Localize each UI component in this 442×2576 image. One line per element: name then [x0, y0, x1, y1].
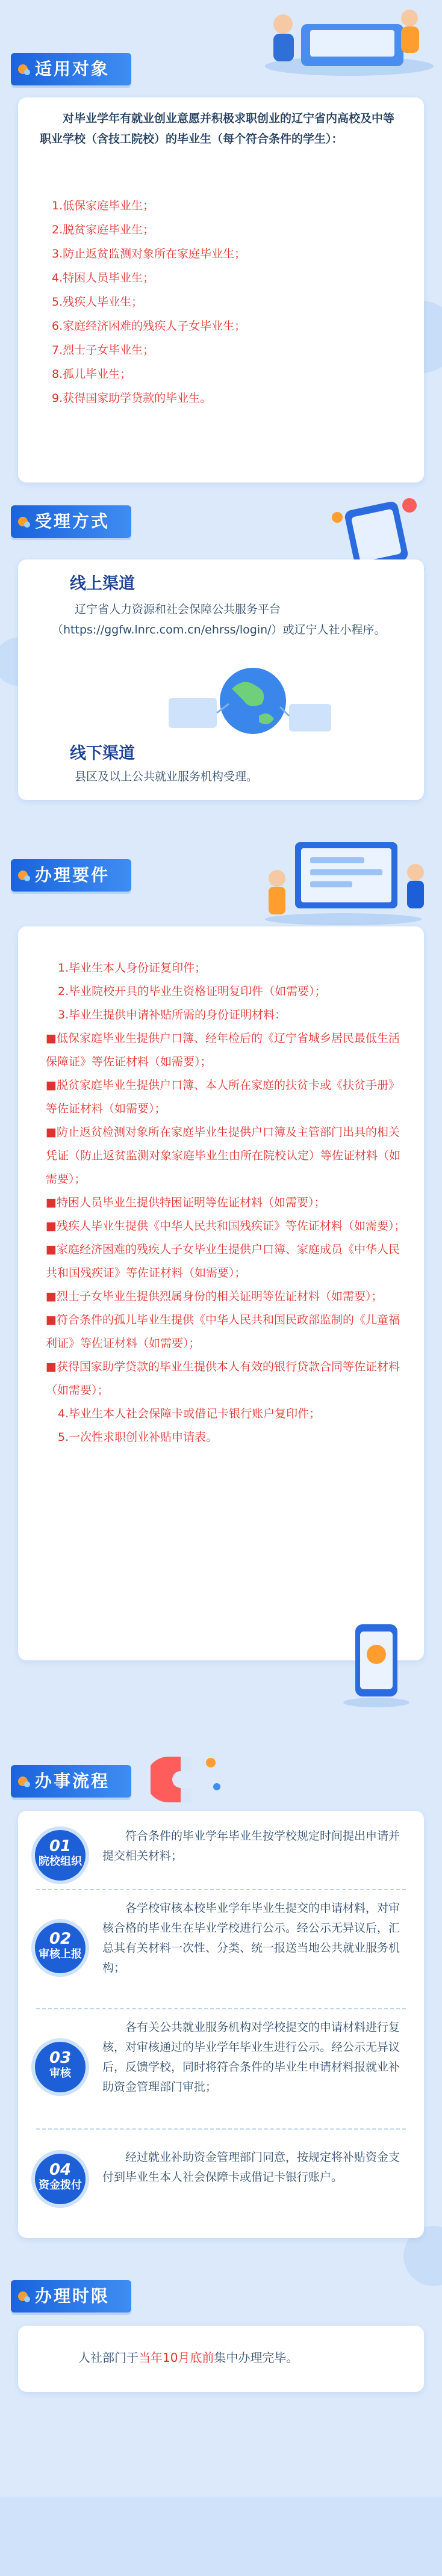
step-label: 院校组织 [39, 1855, 82, 1868]
people-illustration [229, 0, 434, 78]
list-item: ■脱贫家庭毕业生提供户口簿、本人所在家庭的扶贫卡或《扶贫手册》等佐证材料（如需要）； [46, 1079, 400, 1115]
section-applicable [0, 0, 442, 517]
decor-dot [24, 1781, 30, 1787]
step-label: 审核 [49, 2067, 71, 2080]
section-title-applicable [11, 53, 131, 85]
section-title-text: 办事流程 [35, 1771, 110, 1791]
list-item: 5.一次性求职创业补贴申请表。 [58, 1431, 218, 1444]
list-item: 6.家庭经济困难的残疾人子女毕业生； [52, 319, 246, 333]
time-text [54, 2347, 403, 2368]
time-highlight: 当年10月底前 [139, 2350, 214, 2365]
section-title-requirements [11, 859, 131, 892]
step-label: 资金拨付 [39, 2179, 82, 2192]
list-item: ■低保家庭毕业生提供户口簿、经年检后的《辽宁省城乡居民最低生活保障证》等佐证材料（如需要）； [46, 1032, 400, 1068]
divider [36, 2128, 406, 2130]
section-title-text: 办理时限 [35, 2286, 110, 2306]
list-item: 4.特困人员毕业生； [52, 271, 155, 285]
step-badge [35, 1923, 86, 1973]
section-title-channels [11, 505, 131, 538]
globe-icon [169, 662, 337, 746]
online-title: 线上渠道 [70, 575, 135, 593]
list-item: 3.毕业生提供申请补贴所需的身份证明材料： [58, 1008, 287, 1021]
decor-dot [24, 875, 30, 881]
list-item: ■特困人员毕业生提供特困证明等佐证材料（如需要）； [46, 1196, 326, 1209]
process-card [18, 1811, 424, 2238]
decor-dot [24, 2296, 30, 2302]
list-item: 9.获得国家助学贷款的毕业生。 [52, 392, 212, 405]
requirements-list [46, 957, 407, 1449]
section-process [0, 1721, 442, 2250]
list-item: 4.毕业生本人社会保障卡或借记卡银行账户复印件； [58, 1407, 321, 1420]
list-item: 3.防止返贫监测对象所在家庭毕业生； [52, 247, 246, 260]
list-item: 1.毕业生本人身份证复印件； [58, 961, 207, 975]
section-requirements [0, 836, 442, 1709]
step-badge [35, 2042, 86, 2092]
step-number: 01 [49, 1837, 72, 1855]
step-label: 审核上报 [39, 1948, 82, 1961]
applicable-list [52, 194, 401, 410]
step-number: 03 [49, 2049, 72, 2067]
step-text: 各有关公共就业服务机构对学校提交的申请材料进行复核，对审核通过的毕业学年毕业生进行公示。经公示无异议后，反馈学校，同时将符合条件的毕业生申请材料报就业补助资金管理部门审批； [102, 2021, 400, 2094]
list-item: ■残疾人毕业生提供《中华人民共和国残疾证》等佐证材料（如需要）； [46, 1219, 406, 1233]
online-text: 辽宁省人力资源和社会保障公共服务平台（https://ggfw.lnrc.com.cn/ehrss/login/）或辽宁人社小程序。 [52, 603, 386, 636]
decor-dot [24, 69, 30, 75]
applicable-card [18, 97, 424, 482]
time-card [18, 2326, 424, 2392]
time-text-post: 集中办理完毕。 [214, 2350, 299, 2365]
section-title-time [11, 2280, 131, 2313]
list-item: 1.低保家庭毕业生； [52, 199, 155, 212]
channels-card [18, 559, 424, 800]
step-text: 经过就业补助资金管理部门同意，按规定将补贴资金支付到毕业生本人社会保障卡或借记卡银行账户。 [102, 2151, 400, 2184]
list-item: 8.孤儿毕业生； [52, 368, 132, 381]
step-badge [35, 1830, 86, 1881]
step-text: 符合条件的毕业学年毕业生按学校规定时间提出申请并提交相关材料； [102, 1829, 400, 1863]
offline-title: 线下渠道 [70, 744, 135, 763]
decor-dot [24, 522, 30, 528]
step-text: 各学校审核本校毕业学年毕业生提交的申请材料，对审核合格的毕业生在毕业学校进行公示。经公示无异议后，汇总其有关材料一次性、分类、统一报送当地公共就业服务机构； [102, 1902, 400, 1974]
list-item: ■获得国家助学贷款的毕业生提供本人有效的银行贷款合同等佐证材料（如需要）； [46, 1360, 400, 1397]
offline-text: 县区及以上公共就业服务机构受理。 [75, 770, 258, 783]
list-item: 2.毕业院校开具的毕业生资格证明复印件（如需要）； [58, 985, 326, 998]
magnet-icon [151, 1745, 229, 1811]
list-item: ■符合条件的孤儿毕业生提供《中华人民共和国民政部监制的《儿童福利证》等佐证材料（如需要）； [46, 1313, 400, 1350]
divider [36, 2008, 406, 2009]
section-title-text: 受理方式 [35, 511, 110, 531]
list-item: 7.烈士子女毕业生； [52, 344, 155, 357]
list-item: 2.脱贫家庭毕业生； [52, 223, 155, 236]
section-channels [0, 493, 442, 818]
step-number: 04 [49, 2161, 72, 2179]
time-text-pre: 人社部门于 [78, 2350, 139, 2365]
section-time [0, 2262, 442, 2503]
list-item: ■家庭经济困难的残疾人子女毕业生提供户口簿、家庭成员《中华人民共和国残疾证》等佐证材料（如需要）； [46, 1243, 400, 1280]
monitor-icon [253, 836, 434, 926]
list-item: ■烈士子女毕业生提供烈属身份的相关证明等佐证材料（如需要）； [46, 1290, 383, 1303]
list-item: 5.残疾人毕业生； [52, 295, 143, 309]
requirements-card [18, 926, 424, 1660]
step-number: 02 [49, 1930, 72, 1948]
applicable-intro: 对毕业学年有就业创业意愿并积极求职创业的辽宁省内高校及中等职业学校（含技工院校）的毕业生（每个符合条件的学生）： [40, 112, 395, 146]
mobile-icon [337, 1618, 416, 1709]
section-title-process [11, 1765, 131, 1798]
section-title-text: 适用对象 [35, 59, 110, 79]
list-item: ■防止返贫检测对象所在家庭毕业生提供户口簿及主管部门出具的相关凭证（防止返贫监测对象家庭毕业生由所在院校认定）等佐证材料（如需要）； [46, 1126, 401, 1186]
step-badge [35, 2154, 86, 2204]
divider [36, 1889, 406, 1890]
section-title-text: 办理要件 [35, 865, 110, 885]
